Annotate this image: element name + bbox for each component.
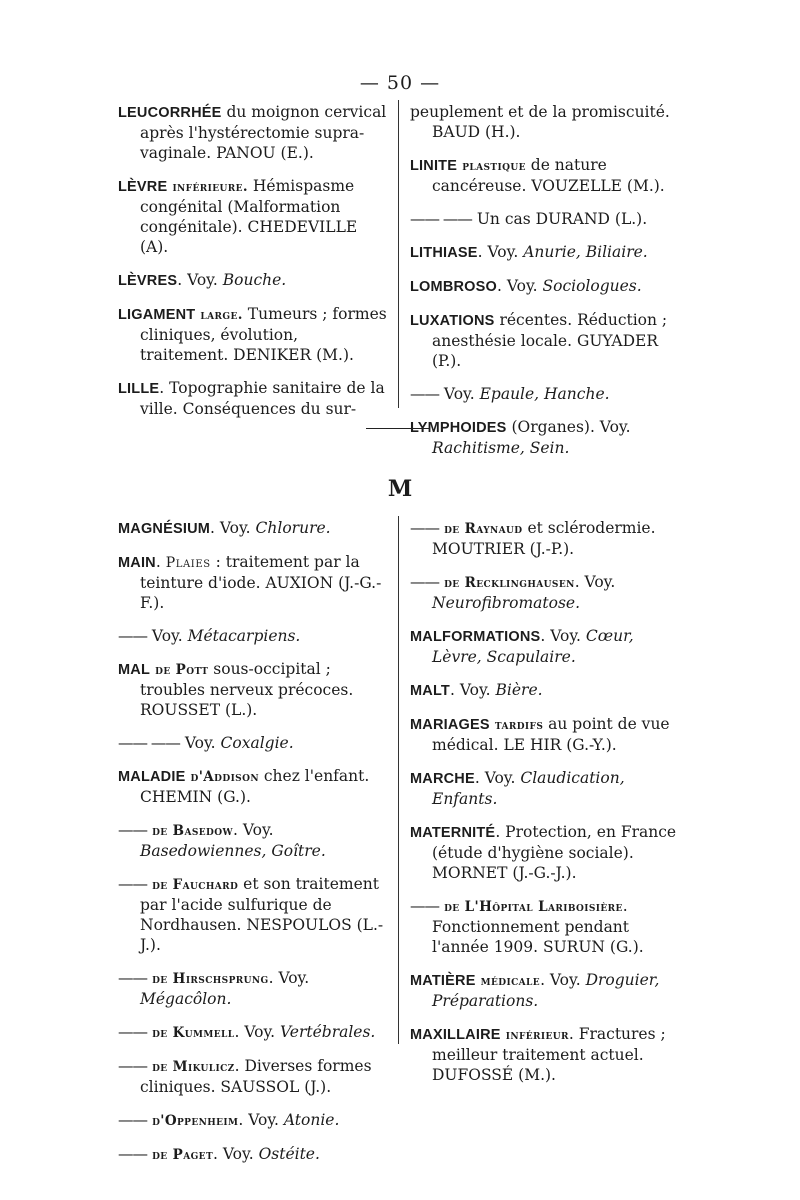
entry-crossref: Anurie, Biliaire.: [523, 243, 648, 261]
entry-headword: LUXATIONS: [410, 313, 495, 329]
index-entry: [118, 1144, 388, 1165]
entry-headword: MAL: [118, 662, 151, 678]
index-entry: [118, 176, 388, 257]
entry-headword: MALADIE: [118, 769, 186, 785]
entry-qualifier: d'Oppenheim: [147, 1113, 239, 1129]
entry-headword: LEUCORRHÉE: [118, 105, 222, 121]
entry-text: Un cas DURAND (L.).: [471, 210, 648, 228]
entry-text: . Voy.: [213, 1145, 259, 1163]
entry-text: . Voy.: [540, 627, 586, 645]
index-entry: [410, 209, 682, 229]
entry-crossref: Bière.: [495, 681, 543, 699]
entry-text: . Protection, en France (étude d'hygiène sociale). MORNET (J.-G.-J.).: [432, 823, 677, 882]
entry-qualifier: de Basedow: [147, 823, 233, 839]
entry-crossref: Métacarpiens.: [187, 627, 301, 645]
entry-text: Voy.: [147, 627, 188, 645]
index-entry: [410, 572, 682, 613]
entry-crossref: Coxalgie.: [220, 734, 294, 752]
entry-text: . Fractures ; meilleur traitement actuel. DUFOSSÉ (M.).: [432, 1025, 666, 1084]
index-entry: [410, 518, 682, 559]
entry-text: sous-occipital ; troubles nerveux précoces. ROUSSET (L.).: [140, 660, 354, 719]
entry-text: . Voy.: [177, 271, 223, 289]
entry-crossref: Bouche.: [222, 271, 287, 289]
entry-ditto-dash: ——: [118, 1023, 147, 1041]
entry-headword: LOMBROSO: [410, 279, 497, 295]
entry-ditto-dash: ——: [118, 1145, 147, 1163]
entry-text: . Voy.: [540, 971, 586, 989]
page-number: — 50 —: [359, 72, 441, 94]
entry-qualifier: inférieur: [500, 1027, 569, 1043]
entry-ditto-dash: ——: [410, 519, 439, 537]
entry-text: . Voy.: [268, 969, 310, 987]
entry-qualifier: de L'Hôpital Lariboisière: [439, 899, 623, 915]
index-entry: [118, 626, 388, 646]
entry-subheading: Plaies: [165, 555, 211, 571]
entry-text: . Voy.: [232, 821, 274, 839]
entry-headword: MALT: [410, 683, 450, 699]
entry-qualifier: de Hirschsprung: [147, 971, 269, 987]
index-entry: [118, 378, 388, 419]
entry-ditto-dash: ——: [410, 897, 439, 915]
index-entry: [118, 270, 388, 291]
entry-text: . Voy.: [477, 243, 524, 261]
index-entry: [118, 304, 388, 365]
index-entry: [410, 680, 682, 701]
index-entry: [410, 714, 682, 755]
entry-ditto-dash: ——: [410, 385, 439, 403]
entry-ditto-dash: ——: [118, 821, 147, 839]
entry-qualifier: plastique: [457, 158, 526, 174]
entry-text: . Voy.: [497, 277, 543, 295]
entry-text: . Topographie sanitaire de la ville. Conséquences du sur-: [140, 379, 385, 418]
entry-crossref: Cœur, Lèvre, Scapulaire.: [432, 627, 634, 666]
entry-text: chez l'enfant. CHEMIN (G.).: [140, 767, 370, 806]
entry-headword: LÈVRE: [118, 179, 168, 195]
index-entry: [118, 874, 388, 955]
entry-text: . Fonctionnement pendant l'année 1909. SURUN (G.).: [432, 897, 644, 956]
entry-qualifier: large.: [195, 307, 243, 323]
entry-ditto-dash: ——: [118, 969, 147, 987]
entry-crossref: Droguier, Préparations.: [432, 971, 660, 1010]
column-divider-bottom: [398, 516, 399, 1044]
entry-crossref: Epaule, Hanche.: [479, 385, 610, 403]
index-entry: [410, 155, 682, 196]
index-entry: [410, 310, 682, 371]
index-entry: [410, 822, 682, 883]
entry-text: de nature cancéreuse. VOUZELLE (M.).: [432, 156, 665, 195]
entry-qualifier: de Recklinghausen: [439, 575, 575, 591]
entry-crossref: Vertébrales.: [280, 1023, 376, 1041]
entry-ditto-dash: ——: [118, 875, 147, 893]
entry-headword: MATERNITÉ: [410, 825, 496, 841]
entry-headword: MATIÈRE: [410, 973, 476, 989]
entry-headword: MALFORMATIONS: [410, 629, 541, 645]
entry-qualifier: d'Addison: [185, 769, 259, 785]
entry-ditto-dash: ——: [410, 573, 439, 591]
entry-text: et son traitement par l'acide sulfurique de Nordhausen. NESPOULOS (L.-J.).: [140, 875, 384, 954]
index-entry: [410, 896, 682, 957]
entry-text: . Voy.: [210, 519, 256, 537]
index-entry: [410, 626, 682, 667]
entry-text: Voy.: [179, 734, 221, 752]
column-top-right: [410, 102, 682, 471]
entry-crossref: Neurofibromatose.: [432, 594, 581, 612]
entry-ditto-dash: —— ——: [118, 734, 180, 752]
entry-qualifier: tardifs: [489, 717, 544, 733]
entry-qualifier: de Kummell: [147, 1025, 235, 1041]
entry-text: du moignon cervical après l'hystérectomie supra-vaginale. PANOU (E.).: [140, 103, 387, 162]
index-entry: [410, 102, 682, 142]
index-entry: [118, 766, 388, 807]
entry-qualifier: de Raynaud: [439, 521, 523, 537]
entry-ditto-dash: ——: [118, 627, 147, 645]
entry-qualifier: médicale: [475, 973, 541, 989]
entry-crossref: Basedowiennes, Goître.: [140, 842, 326, 860]
section-letter: M: [387, 476, 413, 502]
entry-ditto-dash: ——: [118, 1057, 147, 1075]
column-bottom-left: [118, 518, 388, 1178]
entry-text: . Voy.: [474, 769, 521, 787]
entry-crossref: Mégacôlon.: [140, 990, 232, 1008]
entry-headword: MARCHE: [410, 771, 475, 787]
entry-crossref: Rachitisme, Sein.: [432, 439, 570, 457]
index-entry: [410, 768, 682, 809]
entry-headword: LIGAMENT: [118, 307, 196, 323]
index-entry: [118, 1056, 388, 1097]
index-entry: [118, 518, 388, 539]
entry-text: .: [155, 553, 166, 571]
index-entry: [410, 1024, 682, 1085]
entry-qualifier: inférieure.: [167, 179, 248, 195]
entry-headword: LILLE: [118, 381, 160, 397]
entry-text: . Voy.: [450, 681, 496, 699]
entry-text: Voy.: [439, 385, 480, 403]
entry-text: et sclérodermie. MOUTRIER (J.-P.).: [432, 519, 656, 558]
entry-qualifier: de Paget: [147, 1147, 214, 1163]
index-entry: [118, 1022, 388, 1043]
entry-headword: LÈVRES: [118, 273, 178, 289]
entry-qualifier: de Fauchard: [147, 877, 239, 893]
section-separator: [366, 428, 430, 429]
entry-text: . Diverses formes cliniques. SAUSSOL (J.).: [140, 1057, 372, 1096]
column-bottom-right: [410, 518, 682, 1098]
entry-text: Hémispasme congénital (Malformation congénitale). CHEDEVILLE (A).: [140, 177, 358, 256]
entry-text: : traitement par la teinture d'iode. AUXION (J.-G.-F.).: [140, 553, 382, 612]
index-entry: [118, 552, 388, 613]
entry-headword: MARIAGES: [410, 717, 490, 733]
index-entry: [410, 384, 682, 404]
entry-continuation: peuplement et de la promiscuité. BAUD (H.).: [410, 103, 670, 141]
column-top-left: [118, 102, 388, 432]
entry-text: . Voy.: [574, 573, 616, 591]
entry-text: au point de vue médical. LE HIR (G.-Y.).: [432, 715, 670, 754]
entry-headword: LINITE: [410, 158, 458, 174]
index-entry: [118, 968, 388, 1009]
entry-ditto-dash: ——: [118, 1111, 147, 1129]
index-entry: [118, 102, 388, 163]
entry-ditto-dash: —— ——: [410, 210, 472, 228]
entry-qualifier: de Mikulicz: [147, 1059, 235, 1075]
index-entry: [410, 242, 682, 263]
entry-crossref: Chlorure.: [255, 519, 331, 537]
entry-text: (Organes). Voy.: [506, 418, 631, 436]
entry-crossref: Claudication, Enfants.: [432, 769, 625, 808]
entry-headword: LYMPHOIDES: [410, 420, 507, 436]
entry-text: . Voy.: [234, 1023, 281, 1041]
index-entry: [410, 417, 682, 458]
entry-qualifier: de Pott: [150, 662, 209, 678]
index-entry: [118, 820, 388, 861]
index-entry: [118, 733, 388, 753]
index-entry: [410, 970, 682, 1011]
entry-headword: MAXILLAIRE: [410, 1027, 501, 1043]
index-entry: [118, 1110, 388, 1131]
entry-crossref: Atonie.: [283, 1111, 340, 1129]
entry-text: récentes. Réduction ; anesthésie locale. GUYADER (P.).: [432, 311, 668, 370]
entry-headword: MAIN: [118, 555, 156, 571]
entry-text: . Voy.: [238, 1111, 284, 1129]
entry-crossref: Ostéite.: [258, 1145, 320, 1163]
index-entry: [410, 276, 682, 297]
index-entry: [118, 659, 388, 720]
entry-crossref: Sociologues.: [542, 277, 642, 295]
entry-headword: LITHIASE: [410, 245, 478, 261]
column-divider-top: [398, 100, 399, 408]
entry-headword: MAGNÉSIUM: [118, 521, 211, 537]
entry-text: Tumeurs ; formes cliniques, évolution, traitement. DENIKER (M.).: [140, 305, 387, 364]
